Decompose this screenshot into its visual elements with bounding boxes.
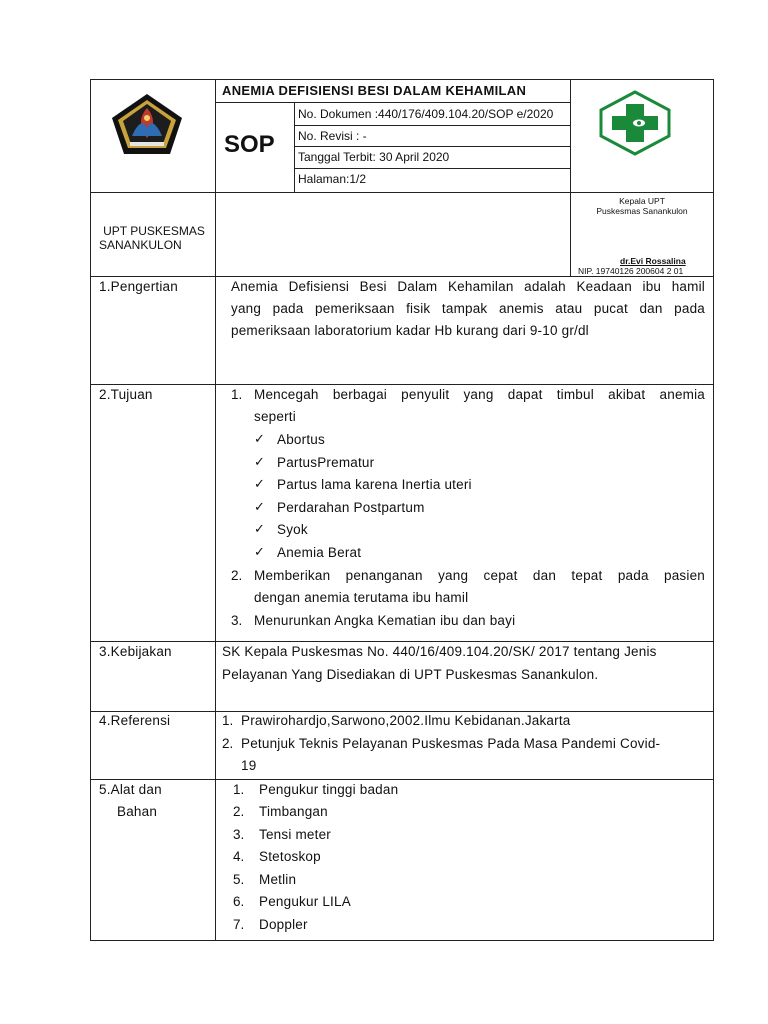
- alat-item: Metlin: [259, 872, 297, 887]
- tujuan-check-item: PartusPrematur: [277, 455, 375, 470]
- referensi-item: Prawirohardjo,Sarwono,2002.Ilmu Kebidanan.Jakarta: [241, 713, 571, 728]
- section-label-pengertian: 1.Pengertian: [99, 279, 178, 294]
- org-name-line2: SANANKULON: [99, 238, 182, 252]
- tujuan-check-item: Perdarahan Postpartum: [277, 500, 425, 515]
- tujuan-check-item: Abortus: [277, 432, 325, 447]
- signer-title-line2: Puskesmas Sanankulon: [596, 206, 688, 216]
- list-number: 7.: [233, 917, 245, 932]
- puskesmas-cross-icon: [598, 90, 672, 156]
- issue-date: Tanggal Terbit: 30 April 2020: [298, 150, 450, 164]
- list-number: 1.: [231, 387, 243, 402]
- checkmark-icon: ✓: [254, 521, 265, 536]
- tujuan-check-item: Syok: [277, 522, 308, 537]
- checkmark-icon: ✓: [254, 431, 265, 446]
- section-label-alat: 5.Alat dan: [99, 782, 162, 797]
- list-number: 3.: [231, 613, 243, 628]
- checkmark-icon: ✓: [254, 476, 265, 491]
- tujuan-check-item: Anemia Berat: [277, 545, 362, 560]
- sop-title: ANEMIA DEFISIENSI BESI DALAM KEHAMILAN: [222, 83, 527, 98]
- alat-item: Timbangan: [259, 804, 328, 819]
- pengertian-line: Anemia Defisiensi Besi Dalam Kehamilan adalah Keadaan ibu hamil: [231, 279, 705, 294]
- right-logo: [598, 90, 672, 156]
- alat-item: Pengukur LILA: [259, 894, 351, 909]
- list-number: 3.: [233, 827, 245, 842]
- section-label-tujuan: 2.Tujuan: [99, 387, 153, 402]
- section-label-referensi: 4.Referensi: [99, 713, 171, 728]
- checkmark-icon: ✓: [254, 544, 265, 559]
- revision-number: No. Revisi : -: [298, 129, 367, 143]
- tujuan-check-item: Partus lama karena Inertia uteri: [277, 477, 472, 492]
- referensi-item: Petunjuk Teknis Pelayanan Puskesmas Pada Masa Pandemi Covid-: [241, 736, 661, 751]
- page-number: Halaman:1/2: [298, 172, 367, 186]
- checkmark-icon: ✓: [254, 499, 265, 514]
- list-number: 1.: [233, 782, 245, 797]
- referensi-item: 19: [241, 758, 257, 773]
- list-number: 2.: [231, 568, 243, 583]
- org-name-line1: UPT PUSKESMAS: [103, 224, 205, 238]
- alat-item: Pengukur tinggi badan: [259, 782, 399, 797]
- doc-number: No. Dokumen :440/176/409.104.20/SOP e/2020: [298, 107, 554, 121]
- section-label-kebijakan: 3.Kebijakan: [99, 644, 172, 659]
- list-number: 4.: [233, 849, 245, 864]
- tujuan-item-1-line: Mencegah berbagai penyulit yang dapat timbul akibat anemia: [254, 387, 705, 402]
- signer-nip: NIP. 19740126 200604 2 01: [578, 266, 684, 276]
- kebijakan-line: Pelayanan Yang Disediakan di UPT Puskesmas Sanankulon.: [222, 667, 599, 682]
- tujuan-item-2-line: Memberikan penanganan yang cepat dan tepat pada pasien: [254, 568, 705, 583]
- list-number: 1.: [222, 713, 234, 728]
- kebijakan-line: SK Kepala Puskesmas No. 440/16/409.104.20/SK/ 2017 tentang Jenis: [222, 644, 657, 659]
- alat-item: Doppler: [259, 917, 308, 932]
- pengertian-line: pemeriksaan laboratorium kadar Hb kurang dari 9-10 gr/dl: [231, 323, 589, 338]
- pengertian-line: yang pada pemeriksaan fisik tampak anemis atau pucat dan pada: [231, 301, 705, 316]
- list-number: 6.: [233, 894, 245, 909]
- list-number: 5.: [233, 872, 245, 887]
- list-number: 2.: [222, 736, 234, 751]
- checkmark-icon: ✓: [254, 454, 265, 469]
- list-number: 2.: [233, 804, 245, 819]
- tujuan-item-1-line: seperti: [254, 409, 296, 424]
- left-logo: [110, 92, 184, 156]
- alat-item: Stetoskop: [259, 849, 321, 864]
- signer-title-line1: Kepala UPT: [619, 196, 665, 206]
- sop-label: SOP: [224, 131, 275, 158]
- signer-name: dr.Evi Rossalina: [620, 256, 686, 266]
- section-label-alat: Bahan: [117, 804, 158, 819]
- alat-item: Tensi meter: [259, 827, 331, 842]
- tujuan-item-3: Menurunkan Angka Kematian ibu dan bayi: [254, 613, 516, 628]
- regency-emblem-icon: [110, 92, 184, 156]
- tujuan-item-2-line: dengan anemia terutama ibu hamil: [254, 590, 469, 605]
